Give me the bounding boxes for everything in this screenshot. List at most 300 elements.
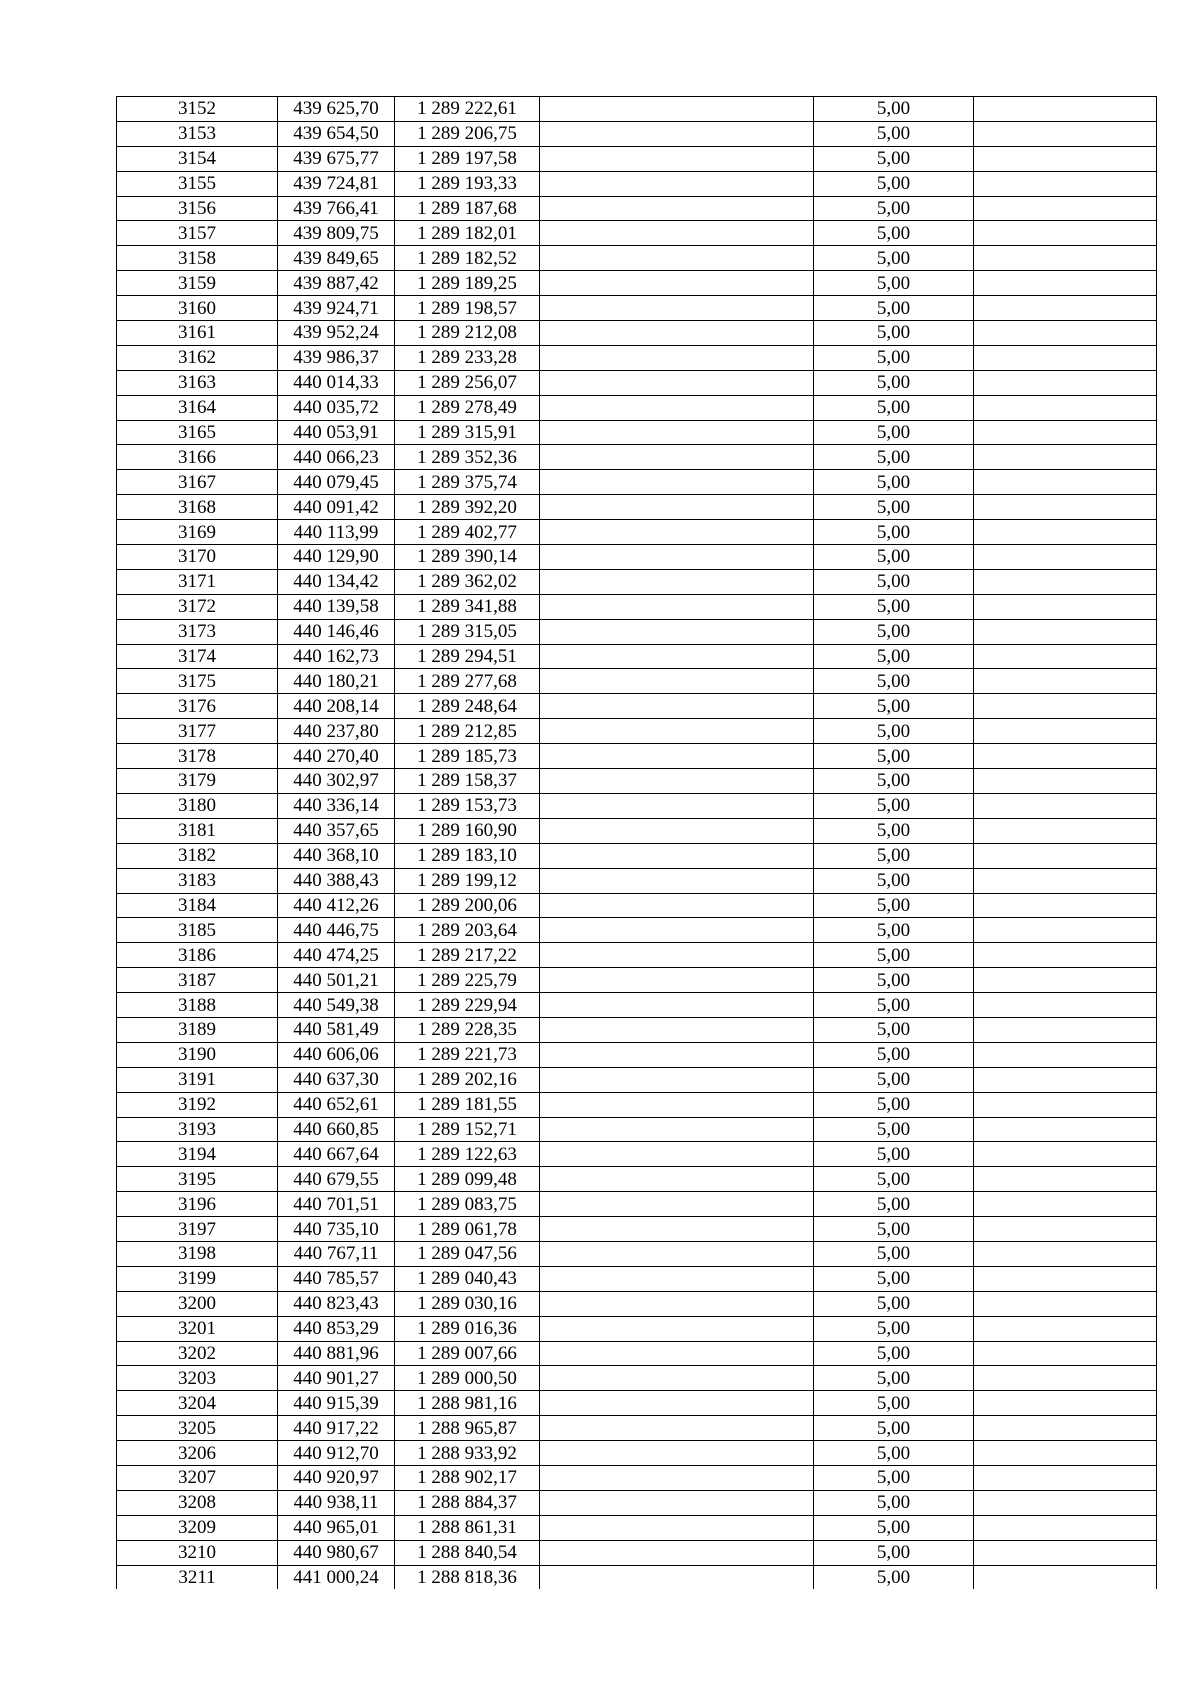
point-number-cell: 3209: [117, 1515, 278, 1540]
empty-cell: [974, 470, 1157, 495]
x-coordinate-cell: 440 881,96: [278, 1341, 395, 1366]
point-number-cell: 3207: [117, 1465, 278, 1490]
value-cell: 5,00: [814, 1416, 974, 1441]
empty-cell: [974, 370, 1157, 395]
empty-cell: [974, 321, 1157, 346]
empty-cell: [540, 1241, 814, 1266]
x-coordinate-cell: 440 208,14: [278, 694, 395, 719]
table-row: [117, 495, 1157, 520]
point-number-cell: 3185: [117, 918, 278, 943]
table-row: [117, 769, 1157, 794]
y-coordinate-cell: 1 289 193,33: [395, 171, 540, 196]
empty-cell: [974, 1142, 1157, 1167]
empty-cell: [540, 793, 814, 818]
empty-cell: [974, 520, 1157, 545]
y-coordinate-cell: 1 288 965,87: [395, 1416, 540, 1441]
table-row: [117, 1092, 1157, 1117]
x-coordinate-cell: 440 237,80: [278, 719, 395, 744]
point-number-cell: 3158: [117, 246, 278, 271]
value-cell: 5,00: [814, 1366, 974, 1391]
empty-cell: [540, 1316, 814, 1341]
table-row: [117, 1192, 1157, 1217]
x-coordinate-cell: 440 139,58: [278, 594, 395, 619]
point-number-cell: 3201: [117, 1316, 278, 1341]
value-cell: 5,00: [814, 395, 974, 420]
y-coordinate-cell: 1 289 341,88: [395, 594, 540, 619]
empty-cell: [974, 121, 1157, 146]
x-coordinate-cell: 440 767,11: [278, 1241, 395, 1266]
table-row: [117, 744, 1157, 769]
point-number-cell: 3186: [117, 943, 278, 968]
empty-cell: [540, 520, 814, 545]
empty-cell: [974, 1067, 1157, 1092]
empty-cell: [974, 97, 1157, 122]
empty-cell: [540, 271, 814, 296]
value-cell: 5,00: [814, 1266, 974, 1291]
table-row: [117, 296, 1157, 321]
y-coordinate-cell: 1 289 182,52: [395, 246, 540, 271]
table-row: [117, 1565, 1157, 1589]
x-coordinate-cell: 440 336,14: [278, 793, 395, 818]
empty-cell: [540, 569, 814, 594]
value-cell: 5,00: [814, 1341, 974, 1366]
empty-cell: [974, 1515, 1157, 1540]
x-coordinate-cell: 440 357,65: [278, 818, 395, 843]
empty-cell: [974, 1416, 1157, 1441]
value-cell: 5,00: [814, 868, 974, 893]
y-coordinate-cell: 1 289 122,63: [395, 1142, 540, 1167]
y-coordinate-cell: 1 289 206,75: [395, 121, 540, 146]
empty-cell: [540, 1217, 814, 1242]
y-coordinate-cell: 1 289 277,68: [395, 669, 540, 694]
empty-cell: [974, 1316, 1157, 1341]
y-coordinate-cell: 1 289 000,50: [395, 1366, 540, 1391]
value-cell: 5,00: [814, 943, 974, 968]
empty-cell: [540, 669, 814, 694]
empty-cell: [540, 1067, 814, 1092]
value-cell: 5,00: [814, 171, 974, 196]
table-row: [117, 1067, 1157, 1092]
value-cell: 5,00: [814, 918, 974, 943]
y-coordinate-cell: 1 289 233,28: [395, 345, 540, 370]
table-row: [117, 1017, 1157, 1042]
x-coordinate-cell: 440 412,26: [278, 893, 395, 918]
x-coordinate-cell: 440 129,90: [278, 545, 395, 570]
table-row: [117, 793, 1157, 818]
x-coordinate-cell: 440 066,23: [278, 445, 395, 470]
value-cell: 5,00: [814, 196, 974, 221]
y-coordinate-cell: 1 289 222,61: [395, 97, 540, 122]
value-cell: 5,00: [814, 246, 974, 271]
empty-cell: [974, 221, 1157, 246]
empty-cell: [974, 818, 1157, 843]
empty-cell: [540, 246, 814, 271]
point-number-cell: 3154: [117, 146, 278, 171]
x-coordinate-cell: 440 079,45: [278, 470, 395, 495]
empty-cell: [974, 918, 1157, 943]
empty-cell: [540, 644, 814, 669]
y-coordinate-cell: 1 289 229,94: [395, 993, 540, 1018]
y-coordinate-cell: 1 289 212,08: [395, 321, 540, 346]
x-coordinate-cell: 440 667,64: [278, 1142, 395, 1167]
empty-cell: [974, 1017, 1157, 1042]
x-coordinate-cell: 440 113,99: [278, 520, 395, 545]
value-cell: 5,00: [814, 694, 974, 719]
empty-cell: [540, 968, 814, 993]
empty-cell: [540, 420, 814, 445]
point-number-cell: 3205: [117, 1416, 278, 1441]
table-row: [117, 893, 1157, 918]
point-number-cell: 3160: [117, 296, 278, 321]
empty-cell: [974, 1117, 1157, 1142]
y-coordinate-cell: 1 289 202,16: [395, 1067, 540, 1092]
empty-cell: [540, 1391, 814, 1416]
empty-cell: [974, 445, 1157, 470]
table-row: [117, 1490, 1157, 1515]
empty-cell: [540, 1291, 814, 1316]
y-coordinate-cell: 1 289 099,48: [395, 1167, 540, 1192]
table-row: [117, 420, 1157, 445]
empty-cell: [974, 246, 1157, 271]
value-cell: 5,00: [814, 1565, 974, 1589]
value-cell: 5,00: [814, 1192, 974, 1217]
point-number-cell: 3181: [117, 818, 278, 843]
empty-cell: [540, 1017, 814, 1042]
table-row: [117, 1266, 1157, 1291]
empty-cell: [540, 1441, 814, 1466]
empty-cell: [540, 470, 814, 495]
y-coordinate-cell: 1 289 030,16: [395, 1291, 540, 1316]
table-row: [117, 121, 1157, 146]
y-coordinate-cell: 1 289 392,20: [395, 495, 540, 520]
point-number-cell: 3195: [117, 1167, 278, 1192]
x-coordinate-cell: 440 637,30: [278, 1067, 395, 1092]
point-number-cell: 3163: [117, 370, 278, 395]
empty-cell: [974, 1042, 1157, 1067]
x-coordinate-cell: 439 952,24: [278, 321, 395, 346]
empty-cell: [540, 843, 814, 868]
table-row: [117, 818, 1157, 843]
empty-cell: [974, 545, 1157, 570]
x-coordinate-cell: 441 000,24: [278, 1565, 395, 1589]
point-number-cell: 3167: [117, 470, 278, 495]
value-cell: 5,00: [814, 1515, 974, 1540]
empty-cell: [540, 1565, 814, 1589]
y-coordinate-cell: 1 289 352,36: [395, 445, 540, 470]
table-row: [117, 993, 1157, 1018]
empty-cell: [974, 146, 1157, 171]
table-row: [117, 1316, 1157, 1341]
empty-cell: [540, 1416, 814, 1441]
empty-cell: [974, 1217, 1157, 1242]
value-cell: 5,00: [814, 420, 974, 445]
empty-cell: [540, 97, 814, 122]
y-coordinate-cell: 1 289 221,73: [395, 1042, 540, 1067]
empty-cell: [974, 1291, 1157, 1316]
point-number-cell: 3204: [117, 1391, 278, 1416]
point-number-cell: 3176: [117, 694, 278, 719]
empty-cell: [540, 1092, 814, 1117]
x-coordinate-cell: 440 368,10: [278, 843, 395, 868]
empty-cell: [974, 843, 1157, 868]
y-coordinate-cell: 1 288 902,17: [395, 1465, 540, 1490]
empty-cell: [540, 1540, 814, 1565]
x-coordinate-cell: 439 654,50: [278, 121, 395, 146]
value-cell: 5,00: [814, 445, 974, 470]
empty-cell: [540, 171, 814, 196]
point-number-cell: 3206: [117, 1441, 278, 1466]
value-cell: 5,00: [814, 1391, 974, 1416]
value-cell: 5,00: [814, 619, 974, 644]
point-number-cell: 3180: [117, 793, 278, 818]
value-cell: 5,00: [814, 793, 974, 818]
empty-cell: [974, 420, 1157, 445]
y-coordinate-cell: 1 289 047,56: [395, 1241, 540, 1266]
empty-cell: [974, 993, 1157, 1018]
value-cell: 5,00: [814, 818, 974, 843]
empty-cell: [540, 1341, 814, 1366]
y-coordinate-cell: 1 289 390,14: [395, 545, 540, 570]
x-coordinate-cell: 440 014,33: [278, 370, 395, 395]
x-coordinate-cell: 440 091,42: [278, 495, 395, 520]
y-coordinate-cell: 1 289 153,73: [395, 793, 540, 818]
y-coordinate-cell: 1 289 294,51: [395, 644, 540, 669]
y-coordinate-cell: 1 289 016,36: [395, 1316, 540, 1341]
empty-cell: [540, 1465, 814, 1490]
y-coordinate-cell: 1 289 183,10: [395, 843, 540, 868]
point-number-cell: 3165: [117, 420, 278, 445]
empty-cell: [540, 1266, 814, 1291]
x-coordinate-cell: 440 920,97: [278, 1465, 395, 1490]
empty-cell: [540, 1117, 814, 1142]
empty-cell: [974, 495, 1157, 520]
value-cell: 5,00: [814, 1490, 974, 1515]
point-number-cell: 3153: [117, 121, 278, 146]
empty-cell: [974, 171, 1157, 196]
value-cell: 5,00: [814, 644, 974, 669]
coordinates-table: [116, 96, 1157, 1589]
empty-cell: [974, 296, 1157, 321]
empty-cell: [540, 445, 814, 470]
point-number-cell: 3168: [117, 495, 278, 520]
point-number-cell: 3175: [117, 669, 278, 694]
table-row: [117, 271, 1157, 296]
empty-cell: [540, 719, 814, 744]
empty-cell: [974, 1465, 1157, 1490]
value-cell: 5,00: [814, 470, 974, 495]
value-cell: 5,00: [814, 520, 974, 545]
x-coordinate-cell: 440 901,27: [278, 1366, 395, 1391]
empty-cell: [974, 744, 1157, 769]
empty-cell: [974, 769, 1157, 794]
y-coordinate-cell: 1 288 981,16: [395, 1391, 540, 1416]
table-row: [117, 395, 1157, 420]
table-row: [117, 545, 1157, 570]
empty-cell: [974, 1167, 1157, 1192]
value-cell: 5,00: [814, 968, 974, 993]
value-cell: 5,00: [814, 271, 974, 296]
x-coordinate-cell: 440 915,39: [278, 1391, 395, 1416]
x-coordinate-cell: 439 675,77: [278, 146, 395, 171]
x-coordinate-cell: 440 581,49: [278, 1017, 395, 1042]
x-coordinate-cell: 439 986,37: [278, 345, 395, 370]
point-number-cell: 3191: [117, 1067, 278, 1092]
y-coordinate-cell: 1 289 182,01: [395, 221, 540, 246]
y-coordinate-cell: 1 288 861,31: [395, 1515, 540, 1540]
table-row: [117, 644, 1157, 669]
empty-cell: [540, 121, 814, 146]
y-coordinate-cell: 1 289 248,64: [395, 694, 540, 719]
x-coordinate-cell: 440 917,22: [278, 1416, 395, 1441]
empty-cell: [540, 1490, 814, 1515]
table-row: [117, 1515, 1157, 1540]
x-coordinate-cell: 440 446,75: [278, 918, 395, 943]
empty-cell: [540, 1515, 814, 1540]
table-row: [117, 1391, 1157, 1416]
empty-cell: [974, 569, 1157, 594]
y-coordinate-cell: 1 289 375,74: [395, 470, 540, 495]
empty-cell: [540, 694, 814, 719]
point-number-cell: 3159: [117, 271, 278, 296]
empty-cell: [540, 296, 814, 321]
value-cell: 5,00: [814, 993, 974, 1018]
empty-cell: [974, 1192, 1157, 1217]
y-coordinate-cell: 1 289 007,66: [395, 1341, 540, 1366]
table-row: [117, 1540, 1157, 1565]
x-coordinate-cell: 440 035,72: [278, 395, 395, 420]
point-number-cell: 3155: [117, 171, 278, 196]
x-coordinate-cell: 439 924,71: [278, 296, 395, 321]
empty-cell: [540, 594, 814, 619]
empty-cell: [540, 918, 814, 943]
empty-cell: [974, 669, 1157, 694]
x-coordinate-cell: 440 938,11: [278, 1490, 395, 1515]
empty-cell: [974, 1341, 1157, 1366]
table-row: [117, 146, 1157, 171]
value-cell: 5,00: [814, 545, 974, 570]
empty-cell: [540, 619, 814, 644]
x-coordinate-cell: 439 887,42: [278, 271, 395, 296]
x-coordinate-cell: 440 660,85: [278, 1117, 395, 1142]
coordinates-table-body: [117, 97, 1157, 1590]
y-coordinate-cell: 1 289 228,35: [395, 1017, 540, 1042]
point-number-cell: 3179: [117, 769, 278, 794]
point-number-cell: 3157: [117, 221, 278, 246]
point-number-cell: 3208: [117, 1490, 278, 1515]
empty-cell: [540, 818, 814, 843]
point-number-cell: 3177: [117, 719, 278, 744]
point-number-cell: 3183: [117, 868, 278, 893]
empty-cell: [540, 370, 814, 395]
table-row: [117, 843, 1157, 868]
value-cell: 5,00: [814, 1540, 974, 1565]
empty-cell: [540, 221, 814, 246]
empty-cell: [974, 1490, 1157, 1515]
table-row: [117, 619, 1157, 644]
empty-cell: [540, 893, 814, 918]
x-coordinate-cell: 440 853,29: [278, 1316, 395, 1341]
x-coordinate-cell: 440 679,55: [278, 1167, 395, 1192]
y-coordinate-cell: 1 289 217,22: [395, 943, 540, 968]
y-coordinate-cell: 1 289 212,85: [395, 719, 540, 744]
y-coordinate-cell: 1 289 040,43: [395, 1266, 540, 1291]
point-number-cell: 3193: [117, 1117, 278, 1142]
x-coordinate-cell: 440 735,10: [278, 1217, 395, 1242]
y-coordinate-cell: 1 289 402,77: [395, 520, 540, 545]
value-cell: 5,00: [814, 1117, 974, 1142]
x-coordinate-cell: 439 849,65: [278, 246, 395, 271]
x-coordinate-cell: 440 606,06: [278, 1042, 395, 1067]
point-number-cell: 3210: [117, 1540, 278, 1565]
table-row: [117, 569, 1157, 594]
point-number-cell: 3184: [117, 893, 278, 918]
value-cell: 5,00: [814, 146, 974, 171]
empty-cell: [974, 594, 1157, 619]
x-coordinate-cell: 439 766,41: [278, 196, 395, 221]
empty-cell: [540, 943, 814, 968]
value-cell: 5,00: [814, 97, 974, 122]
y-coordinate-cell: 1 289 315,05: [395, 619, 540, 644]
x-coordinate-cell: 440 180,21: [278, 669, 395, 694]
point-number-cell: 3174: [117, 644, 278, 669]
table-row: [117, 520, 1157, 545]
point-number-cell: 3187: [117, 968, 278, 993]
value-cell: 5,00: [814, 1017, 974, 1042]
point-number-cell: 3152: [117, 97, 278, 122]
point-number-cell: 3164: [117, 395, 278, 420]
point-number-cell: 3162: [117, 345, 278, 370]
y-coordinate-cell: 1 289 061,78: [395, 1217, 540, 1242]
point-number-cell: 3190: [117, 1042, 278, 1067]
y-coordinate-cell: 1 289 189,25: [395, 271, 540, 296]
value-cell: 5,00: [814, 345, 974, 370]
value-cell: 5,00: [814, 744, 974, 769]
empty-cell: [540, 345, 814, 370]
x-coordinate-cell: 440 701,51: [278, 1192, 395, 1217]
x-coordinate-cell: 439 625,70: [278, 97, 395, 122]
y-coordinate-cell: 1 289 200,06: [395, 893, 540, 918]
y-coordinate-cell: 1 289 185,73: [395, 744, 540, 769]
y-coordinate-cell: 1 288 840,54: [395, 1540, 540, 1565]
table-row: [117, 1416, 1157, 1441]
x-coordinate-cell: 440 302,97: [278, 769, 395, 794]
table-row: [117, 470, 1157, 495]
value-cell: 5,00: [814, 1241, 974, 1266]
x-coordinate-cell: 440 134,42: [278, 569, 395, 594]
empty-cell: [974, 1092, 1157, 1117]
table-row: [117, 868, 1157, 893]
empty-cell: [540, 1042, 814, 1067]
empty-cell: [974, 793, 1157, 818]
empty-cell: [974, 893, 1157, 918]
point-number-cell: 3178: [117, 744, 278, 769]
empty-cell: [974, 395, 1157, 420]
y-coordinate-cell: 1 289 158,37: [395, 769, 540, 794]
value-cell: 5,00: [814, 296, 974, 321]
y-coordinate-cell: 1 289 083,75: [395, 1192, 540, 1217]
empty-cell: [540, 1167, 814, 1192]
table-row: [117, 1167, 1157, 1192]
point-number-cell: 3171: [117, 569, 278, 594]
empty-cell: [974, 619, 1157, 644]
value-cell: 5,00: [814, 1142, 974, 1167]
point-number-cell: 3199: [117, 1266, 278, 1291]
empty-cell: [540, 744, 814, 769]
empty-cell: [974, 1441, 1157, 1466]
point-number-cell: 3182: [117, 843, 278, 868]
value-cell: 5,00: [814, 1291, 974, 1316]
point-number-cell: 3197: [117, 1217, 278, 1242]
